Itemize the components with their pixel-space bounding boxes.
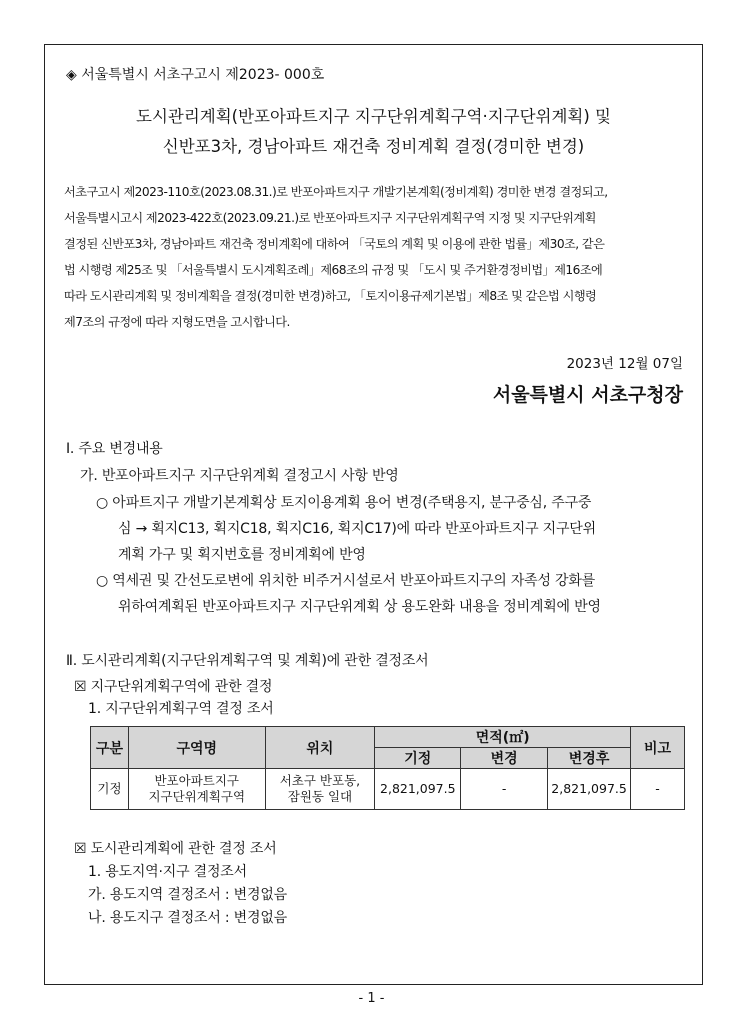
signer: 서울특별시 서초구청장 — [492, 384, 683, 406]
cell-zone-name-line-2: 지구단위계획구역 — [148, 789, 246, 804]
notice-number: ◈ 서울특별시 서초구고시 제2023- 000호 — [66, 67, 325, 83]
cell-zone-name-line-1: 반포아파트지구 — [154, 773, 240, 788]
section-2-item-1-sub: 1. 지구단위계획구역 결정 조서 — [88, 701, 274, 717]
header-change: 변경 — [461, 748, 548, 769]
section-2-item-2: ☒ 도시관리계획에 관한 결정 조서 — [74, 841, 277, 857]
cell-existing: 2,821,097.5 — [375, 769, 461, 810]
section-2-item-2-b: 나. 용도지구 결정조서 : 변경없음 — [88, 910, 287, 926]
body-line: 결정된 신반포3차, 경남아파트 재건축 정비계획에 대하여 「국토의 계획 및 이용에 관한 법률」제30조, 같은 — [64, 237, 605, 251]
notice-date: 2023년 12월 07일 — [566, 356, 683, 372]
header-note: 비고 — [631, 727, 685, 769]
cell-change: - — [461, 769, 548, 810]
cell-after: 2,821,097.5 — [548, 769, 631, 810]
section-2-heading: Ⅱ. 도시관리계획(지구단위계획구역 및 계획)에 관한 결정조서 — [66, 653, 429, 669]
cell-location-line-1: 서초구 반포동, — [279, 773, 361, 788]
header-existing: 기정 — [375, 748, 461, 769]
header-zone-name: 구역명 — [128, 727, 265, 769]
bullet-1-line: 계획 가구 및 획지번호를 정비계획에 반영 — [118, 547, 366, 563]
bullet-1-line: ○ 아파트지구 개발기본계획상 토지이용계획 용어 변경(주택용지, 분구중심, 주구중 — [96, 495, 592, 511]
section-2-item-1: ☒ 지구단위계획구역에 관한 결정 — [74, 679, 273, 695]
section-2-item-2-a: 가. 용도지역 결정조서 : 변경없음 — [88, 887, 287, 903]
cell-location-line-2: 잠원동 일대 — [287, 789, 353, 804]
table-row — [91, 769, 685, 810]
section-2-item-2-sub: 1. 용도지역·지구 결정조서 — [88, 864, 247, 880]
cell-zone-name — [128, 769, 265, 810]
body-line: 서울특별시고시 제2023-422호(2023.09.21.)로 반포아파트지구 지구단위계획구역 지정 및 지구단위계획 — [64, 211, 596, 225]
header-type: 구분 — [91, 727, 129, 769]
body-line: 제7조의 규정에 따라 지형도면을 고시합니다. — [64, 315, 290, 329]
header-area: 면적(㎡) — [375, 727, 631, 748]
cell-note: - — [631, 769, 685, 810]
bullet-1-line: 심 → 획지C13, 획지C18, 획지C16, 획지C17)에 따라 반포아파트지구 지구단위 — [118, 521, 596, 537]
cell-location — [265, 769, 375, 810]
cell-type: 기정 — [91, 769, 129, 810]
bullet-2-line: 위하여계획된 반포아파트지구 지구단위계획 상 용도완화 내용을 정비계획에 반영 — [118, 599, 601, 615]
body-line: 따라 도시관리계획 및 정비계획을 결정(경미한 변경)하고, 「토지이용규제기본법」제8조 및 같은법 시행령 — [64, 289, 597, 303]
bullet-2-line: ○ 역세권 및 간선도로변에 위치한 비주거시설로서 반포아파트지구의 자족성 강화를 — [96, 573, 596, 589]
document-title-line-2: 신반포3차, 경남아파트 재건축 정비계획 결정(경미한 변경) — [162, 137, 585, 156]
section-1-sub-a: 가. 반포아파트지구 지구단위계획 결정고시 사항 반영 — [80, 468, 399, 484]
header-after: 변경후 — [548, 748, 631, 769]
body-line: 서초구고시 제2023-110호(2023.08.31.)로 반포아파트지구 개발기본계획(정비계획) 경미한 변경 결정되고, — [64, 185, 608, 199]
header-location: 위치 — [265, 727, 375, 769]
section-1-heading: Ⅰ. 주요 변경내용 — [66, 441, 163, 457]
body-line: 법 시행령 제25조 및 「서울특별시 도시계획조례」제68조의 규정 및 「도시 및 주거환경정비법」제16조에 — [64, 263, 603, 277]
zone-decision-table — [90, 726, 685, 810]
page-number: - 1 - — [358, 991, 385, 1006]
document-title-line-1: 도시관리계획(반포아파트지구 지구단위계획구역·지구단위계획) 및 — [136, 107, 611, 126]
